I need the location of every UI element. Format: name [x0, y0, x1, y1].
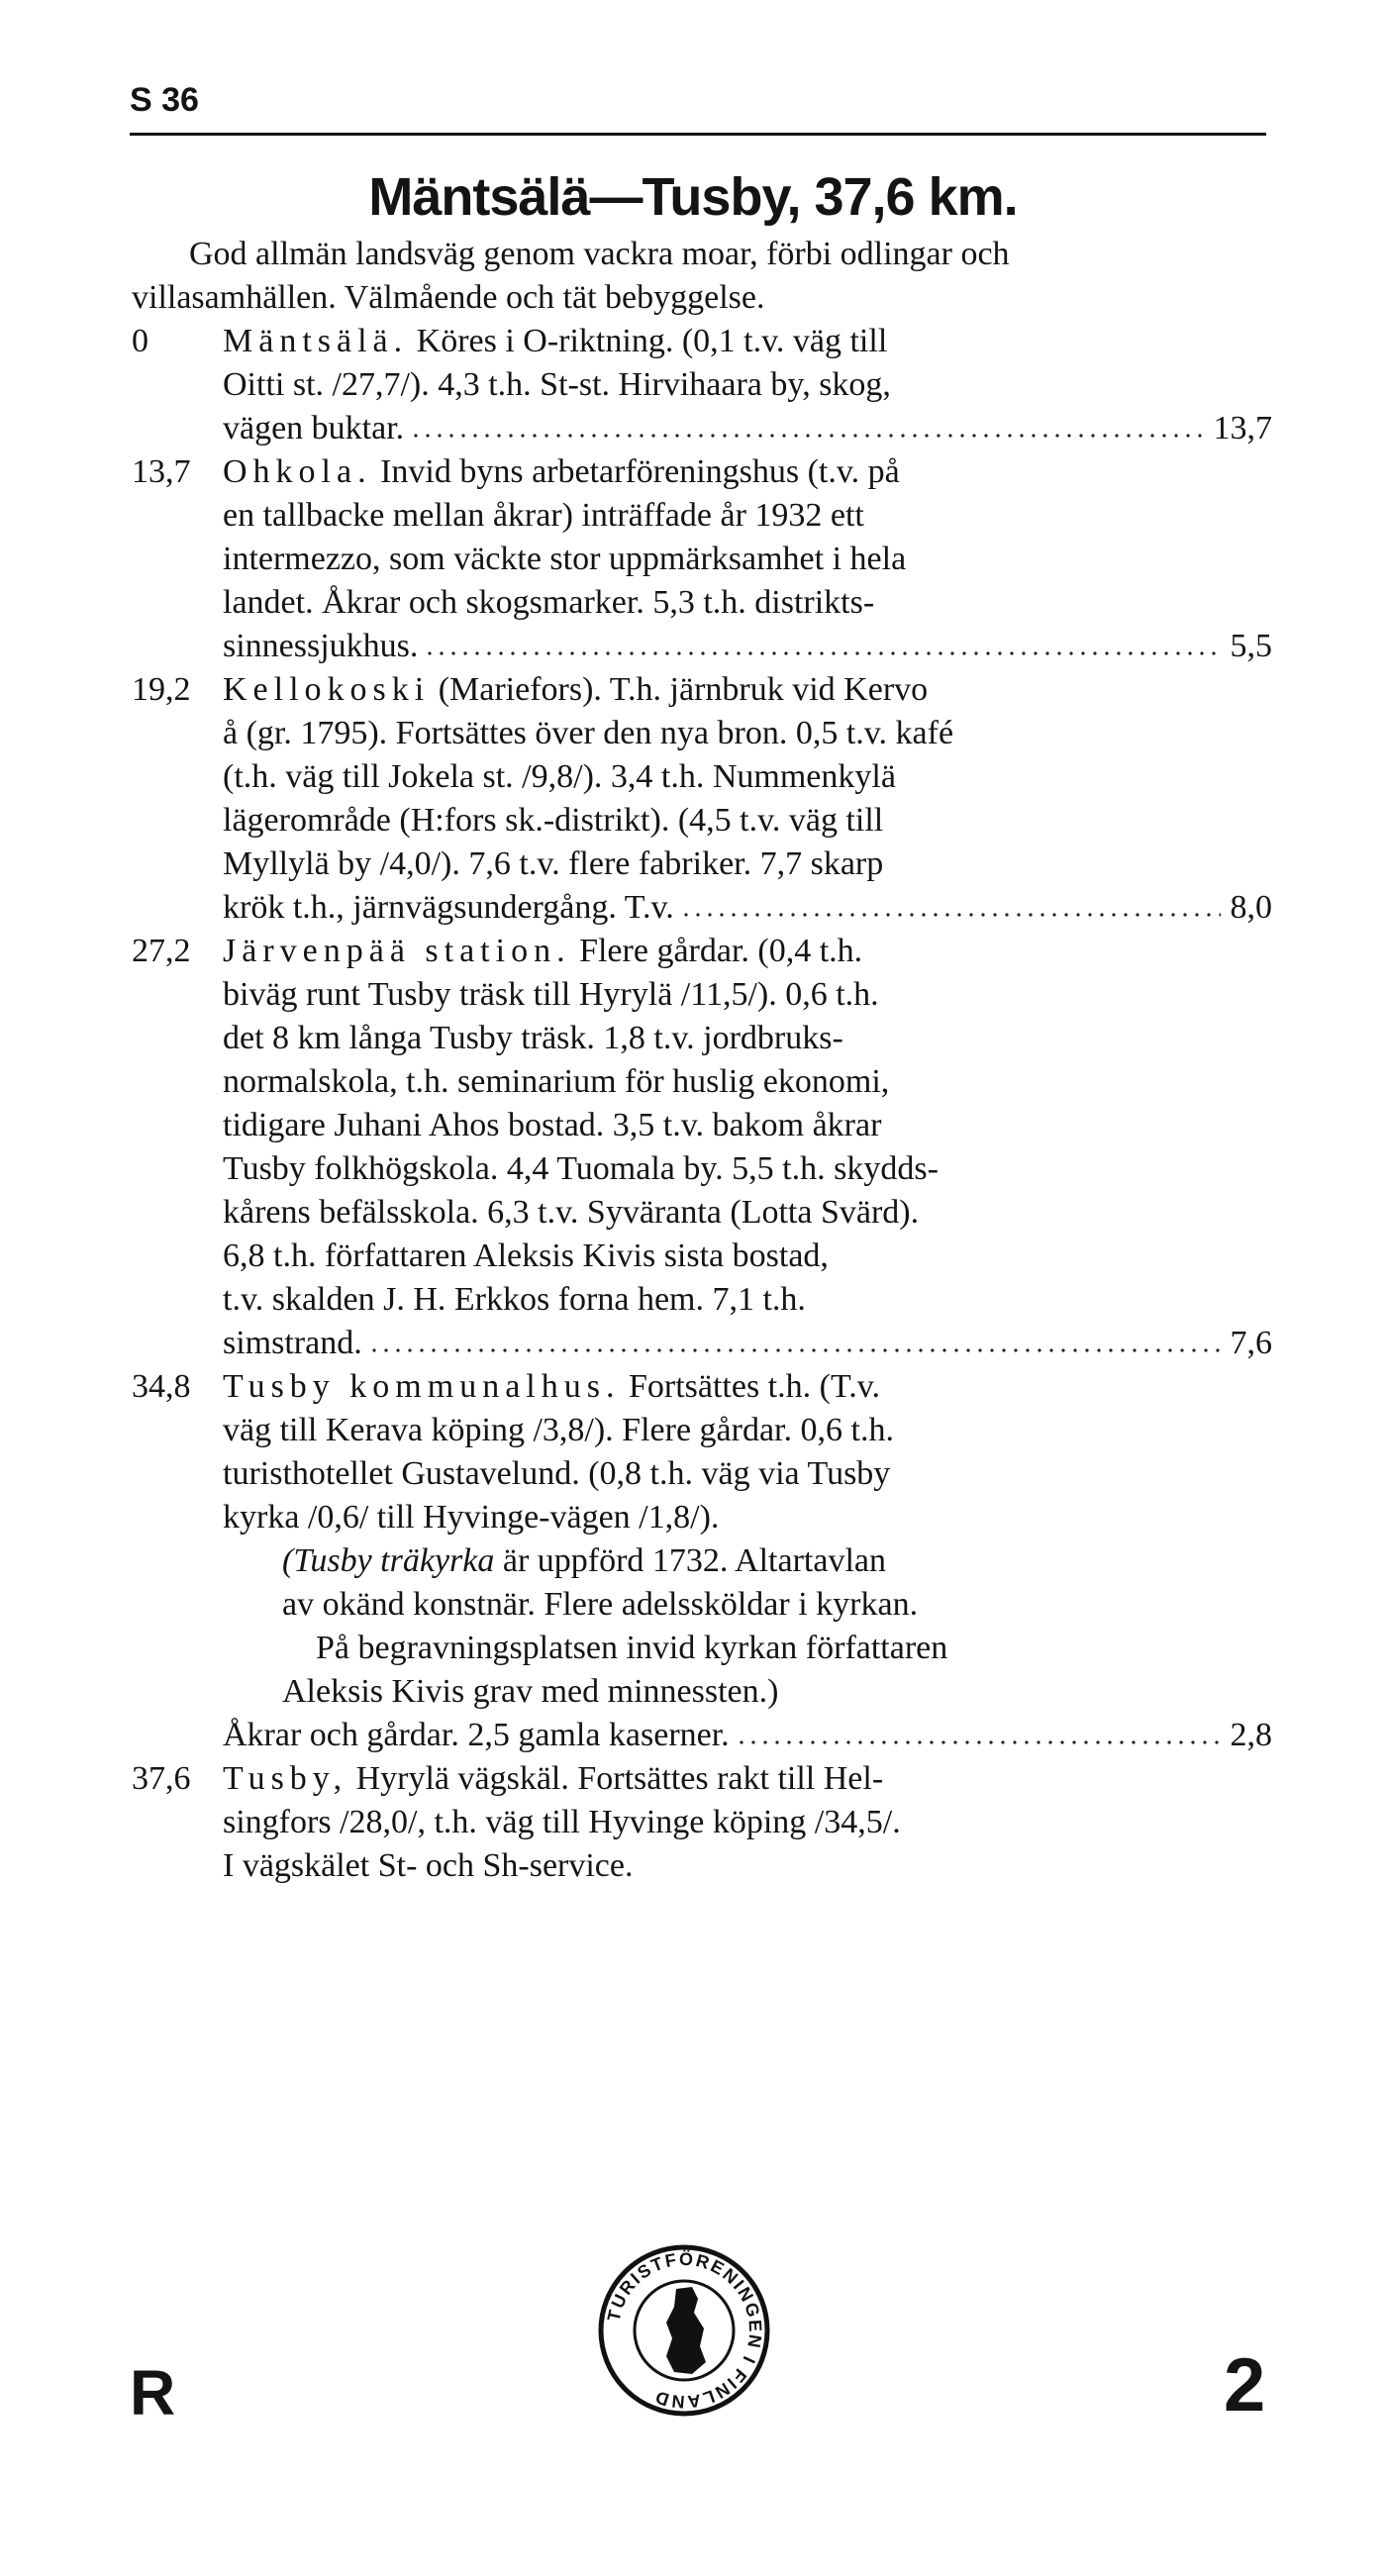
text-run: intermezzo, som väckte stor uppmärksamhet i hela — [223, 541, 907, 577]
line-text — [223, 712, 953, 755]
route-title: Mäntsälä—Tusby, 37,6 km. — [368, 167, 1018, 227]
text-run: 6,8 t.h. författaren Aleksis Kivis sista bostad, — [223, 1238, 829, 1274]
route-entry — [132, 1365, 1272, 1757]
entry-line — [223, 1583, 1272, 1627]
line-text — [223, 494, 864, 538]
entry-line — [223, 1844, 1272, 1888]
text-run: Åkrar och gårdar. 2,5 gamla kaserner. — [223, 1717, 730, 1753]
kilometer-marker: 19,2 — [132, 671, 191, 708]
entry-line — [223, 1017, 1272, 1060]
entry-line — [223, 668, 1272, 712]
text-run: normalskola, t.h. seminarium för huslig ekonomi, — [223, 1063, 890, 1100]
place-name: Järvenpää station. — [223, 933, 571, 969]
route-entries — [132, 320, 1272, 1888]
kilometer-marker: 37,6 — [132, 1760, 191, 1797]
italic-note: (Tusby träkyrka — [282, 1542, 495, 1579]
kilometer-marker: 0 — [132, 323, 148, 359]
text-run: Hyrylä vägskäl. Fortsättes rakt till Hel- — [347, 1760, 884, 1797]
entry-line — [223, 1714, 1272, 1757]
dot-leader — [368, 1346, 1221, 1354]
dot-leader — [410, 432, 1203, 440]
entry-line — [223, 581, 1272, 625]
entry-line — [223, 1409, 1272, 1452]
text-run: biväg runt Tusby träsk till Hyrylä /11,5/). 0,6 t.h. — [223, 976, 879, 1013]
text-run: av okänd konstnär. Flere adelssköldar i kyrkan. — [282, 1586, 919, 1623]
entry-line — [223, 1104, 1272, 1147]
text-run: en tallbacke mellan åkrar) inträffade år 1932 ett — [223, 497, 864, 534]
text-run: sinnessjukhus. — [223, 628, 419, 664]
entry-line — [223, 1147, 1272, 1191]
entry-line — [223, 625, 1272, 668]
text-run: (Mariefors). T.h. järnbruk vid Kervo — [430, 671, 929, 708]
line-text — [223, 1147, 939, 1191]
text-run: tidigare Juhani Ahos bostad. 3,5 t.v. bakom åkrar — [223, 1107, 882, 1143]
line-text — [223, 1844, 634, 1888]
entry-line — [223, 1452, 1272, 1496]
entry-line — [223, 363, 1272, 407]
entry-text — [223, 930, 1272, 1365]
entry-line — [223, 1365, 1272, 1409]
header-rule — [130, 133, 1266, 136]
text-run: (t.h. väg till Jokela st. /9,8/). 3,4 t.h. Nummenkylä — [223, 758, 896, 795]
line-text — [223, 1496, 719, 1539]
text-run: På begravningsplatsen invid kyrkan författaren — [282, 1630, 948, 1666]
entry-line — [223, 1627, 1272, 1670]
entry-line — [223, 407, 1272, 450]
line-text — [223, 625, 418, 668]
entry-line — [223, 1322, 1272, 1365]
text-run: å (gr. 1795). Fortsättes över den nya bron. 0,5 t.v. kafé — [223, 715, 954, 751]
place-name: Ohkola. — [223, 453, 372, 490]
entry-line — [223, 799, 1272, 842]
entry-line — [223, 973, 1272, 1017]
entry-line — [223, 1496, 1272, 1539]
segment-distance: 8,0 — [1230, 889, 1272, 926]
text-run: I vägskälet St- och Sh-service. — [223, 1847, 634, 1884]
entry-line — [223, 1757, 1272, 1801]
kilometer-marker: 13,7 — [132, 453, 191, 490]
place-name: Tusby kommunalhus. — [223, 1368, 621, 1405]
kilometer-marker: 34,8 — [132, 1368, 191, 1405]
text-run: Tusby folkhögskola. 4,4 Tuomala by. 5,5 t.h. skydds- — [223, 1150, 939, 1187]
text-run: landet. Åkrar och skogsmarker. 5,3 t.h. distrikts- — [223, 584, 875, 621]
entry-line — [223, 538, 1272, 581]
segment-distance: 13,7 — [1213, 410, 1272, 446]
entry-line — [223, 930, 1272, 973]
line-text — [223, 930, 862, 973]
line-text — [223, 1714, 730, 1757]
route-entry — [132, 668, 1272, 930]
line-text — [223, 407, 404, 450]
tourist-association-logo — [597, 2243, 771, 2418]
text-run: singfors /28,0/, t.h. väg till Hyvinge köping /34,5/. — [223, 1804, 901, 1840]
line-text — [223, 1365, 880, 1409]
line-text — [223, 886, 674, 930]
text-run: väg till Kerava köping /3,8/). Flere gårdar. 0,6 t.h. — [223, 1412, 894, 1448]
entry-text — [223, 1365, 1272, 1757]
segment-distance: 5,5 — [1230, 628, 1272, 664]
logo-ring-text: TURISTFÖRENINGEN I FINLAND — [603, 2248, 766, 2413]
line-text — [282, 1583, 918, 1627]
text-run: Oitti st. /27,7/). 4,3 t.h. St-st. Hirvihaara by, skog, — [223, 366, 891, 403]
entry-line — [223, 755, 1272, 799]
text-run: kårens befälsskola. 6,3 t.v. Syväranta (Lotta Svärd). — [223, 1194, 920, 1231]
entry-text — [223, 320, 1272, 450]
text-run: vägen buktar. — [223, 410, 405, 446]
entry-text — [223, 668, 1272, 930]
place-name: Kellokoski — [223, 671, 431, 708]
dot-leader — [424, 649, 1220, 657]
page-header — [130, 81, 1266, 141]
text-run: t.v. skalden J. H. Erkkos forna hem. 7,1 t.h. — [223, 1281, 806, 1318]
line-text — [223, 1278, 806, 1322]
entry-line — [223, 1060, 1272, 1104]
line-text — [223, 1191, 919, 1235]
text-run: turisthotellet Gustavelund. (0,8 t.h. väg via Tusby — [223, 1455, 891, 1492]
route-intro — [132, 233, 1270, 320]
entry-text — [223, 1757, 1272, 1888]
line-text — [282, 1670, 778, 1714]
segment-distance: 7,6 — [1230, 1325, 1272, 1361]
line-text — [223, 842, 883, 886]
route-entry — [132, 450, 1272, 668]
entry-line — [223, 1670, 1272, 1714]
entry-line — [223, 1801, 1272, 1844]
sheet-number: 2 — [1224, 2343, 1266, 2427]
line-text — [223, 581, 874, 625]
place-name: Tusby, — [223, 1760, 348, 1797]
line-text — [223, 363, 891, 407]
line-text — [223, 1409, 894, 1452]
text-run: det 8 km långa Tusby träsk. 1,8 t.v. jordbruks- — [223, 1020, 843, 1056]
dot-leader — [736, 1738, 1221, 1746]
line-text — [223, 668, 928, 712]
line-text — [223, 1060, 889, 1104]
line-text — [223, 755, 896, 799]
line-text — [223, 799, 883, 842]
entry-line — [223, 1191, 1272, 1235]
intro-line: God allmän landsväg genom vackra moar, förbi odlingar och — [189, 236, 1010, 272]
text-run: simstrand. — [223, 1325, 362, 1361]
line-text — [223, 973, 879, 1017]
line-text — [223, 1017, 843, 1060]
printer-mark: R — [130, 2357, 176, 2428]
entry-line — [223, 320, 1272, 363]
text-run: Aleksis Kivis grav med minnessten.) — [282, 1673, 779, 1710]
line-text — [282, 1627, 947, 1670]
dot-leader — [680, 911, 1221, 919]
line-text — [223, 1757, 883, 1801]
line-text — [223, 1801, 901, 1844]
entry-line — [223, 842, 1272, 886]
line-text — [282, 1539, 886, 1583]
place-name: Mäntsälä. — [223, 323, 409, 359]
intro-line: villasamhällen. Välmående och tät bebyggelse. — [132, 279, 765, 316]
route-entry — [132, 930, 1272, 1365]
line-text — [223, 1235, 829, 1278]
logo-emblem-icon — [597, 2243, 771, 2418]
entry-line — [223, 450, 1272, 494]
route-entry — [132, 1757, 1272, 1888]
line-text — [223, 538, 906, 581]
entry-line — [223, 1278, 1272, 1322]
text-run: krök t.h., järnvägsundergång. T.v. — [223, 889, 674, 926]
kilometer-marker: 27,2 — [132, 933, 191, 969]
text-run: lägerområde (H:fors sk.-distrikt). (4,5 t.v. väg till — [223, 802, 884, 839]
line-text — [223, 1322, 362, 1365]
route-entry — [132, 320, 1272, 450]
entry-text — [223, 450, 1272, 668]
text-run: Köres i O-riktning. (0,1 t.v. väg till — [408, 323, 888, 359]
line-text — [223, 1104, 881, 1147]
entry-line — [223, 712, 1272, 755]
entry-line — [223, 886, 1272, 930]
entry-line — [223, 1235, 1272, 1278]
text-run: Invid byns arbetarföreningshus (t.v. på — [371, 453, 900, 490]
line-text — [223, 320, 887, 363]
entry-line — [223, 494, 1272, 538]
text-run: kyrka /0,6/ till Hyvinge-vägen /1,8/). — [223, 1499, 720, 1536]
line-text — [223, 450, 900, 494]
text-run: är uppförd 1732. Altartavlan — [494, 1542, 886, 1579]
text-run: Flere gårdar. (0,4 t.h. — [570, 933, 863, 969]
entry-line — [223, 1539, 1272, 1583]
page-number: S 36 — [130, 81, 199, 119]
text-run: Fortsättes t.h. (T.v. — [620, 1368, 880, 1405]
text-run: Myllylä by /4,0/). 7,6 t.v. flere fabriker. 7,7 skarp — [223, 845, 884, 882]
line-text — [223, 1452, 890, 1496]
segment-distance: 2,8 — [1230, 1717, 1272, 1753]
